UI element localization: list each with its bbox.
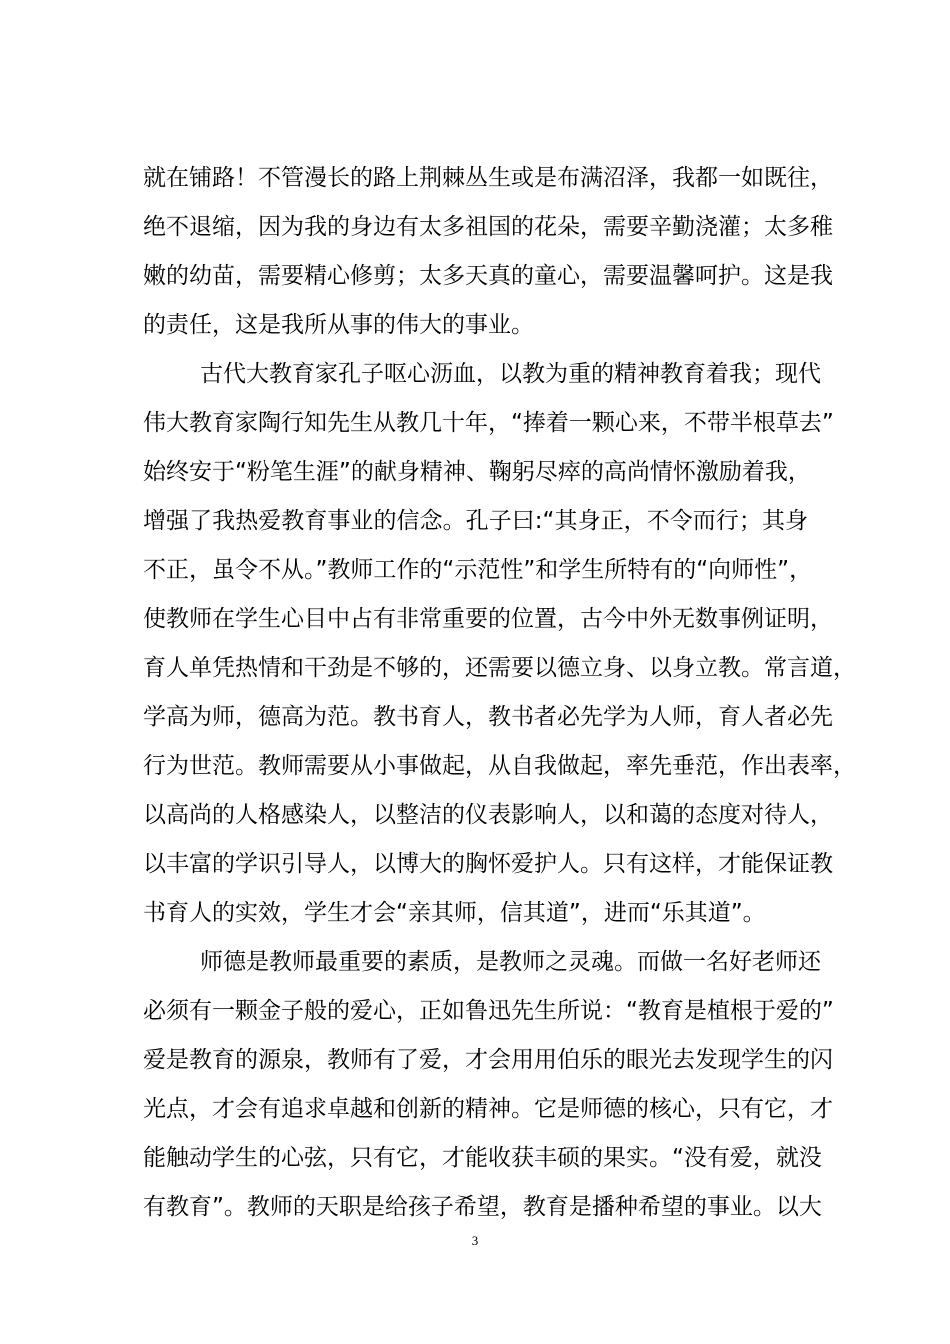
text-line: 育人单凭热情和干劲是不够的，还需要以德立身、以身立教。常言道， [143,655,856,681]
text-line: 的责任，这是我所从事的伟大的事业。 [143,312,534,338]
text-line: 不正，虽令不从。”教师工作的“示范性”和学生所特有的“向师性”， [143,557,813,583]
text-line: 嫩的幼苗，需要精心修剪；太多天真的童心，需要温馨呵护。这是我 [143,263,833,289]
text-line: 光点，才会有追求卓越和创新的精神。它是师德的核心，只有它，才 [143,1096,833,1122]
text-line: 绝不退缩，因为我的身边有太多祖国的花朵，需要辛勤浇灌；太多稚 [143,214,833,240]
text-line: 伟大教育家陶行知先生从教几十年，“捧着一颗心来，不带半根草去” [143,410,834,436]
text-line: 增强了我热爱教育事业的信念。孔子曰:“其身正，不令而行；其身 [143,508,808,534]
text-line: 爱是教育的源泉，教师有了爱，才会用用伯乐的眼光去发现学生的闪 [143,1047,833,1073]
text-line: 书育人的实效，学生才会“亲其师，信其道”，进而“乐其道”。 [143,900,766,926]
text-line: 学高为师，德高为范。教书育人，教书者必先学为人师，育人者必先 [143,704,833,730]
text-line: 使教师在学生心目中占有非常重要的位置，古今中外无数事例证明， [143,606,833,632]
paragraph-first-line: 师德是教师最重要的素质，是教师之灵魂。而做一名好老师还 [200,949,821,975]
page-number: 3 [471,1233,479,1248]
text-line: 有教育”。教师的天职是给孩子希望，教育是播种希望的事业。以大 [143,1194,822,1220]
text-line: 能触动学生的心弦，只有它，才能收获丰硕的果实。“没有爱，就没 [143,1145,822,1171]
text-line: 以高尚的人格感染人，以整洁的仪表影响人，以和蔼的态度对待人， [143,802,833,828]
paragraph-first-line: 古代大教育家孔子呕心沥血，以教为重的精神教育着我；现代 [200,361,821,387]
text-line: 以丰富的学识引导人，以博大的胸怀爱护人。只有这样，才能保证教 [143,851,833,877]
text-line: 就在铺路！不管漫长的路上荆棘丛生或是布满沼泽，我都一如既往， [143,165,833,191]
text-line: 始终安于“粉笔生涯”的献身精神、鞠躬尽瘁的高尚情怀激励着我， [143,459,811,485]
text-line: 必须有一颗金子般的爱心，正如鲁迅先生所说：“教育是植根于爱的” [143,998,834,1024]
text-line: 行为世范。教师需要从小事做起，从自我做起，率先垂范，作出表率， [143,753,856,779]
